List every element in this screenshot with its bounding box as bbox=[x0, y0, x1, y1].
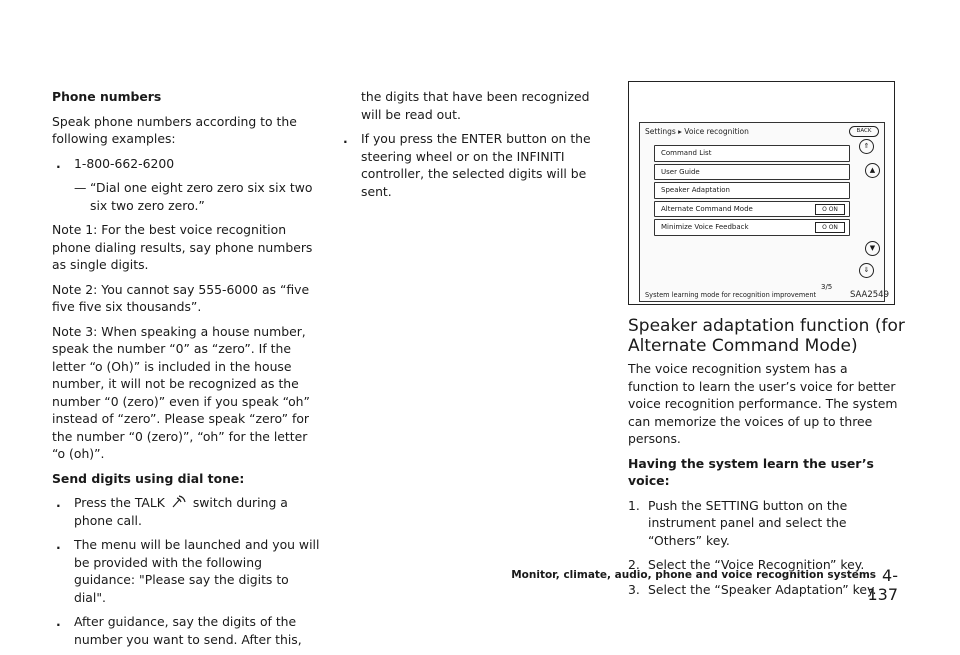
section-heading: Speaker adaptation function (for Alternate Command Mode) bbox=[628, 316, 905, 356]
list-item-text: 1-800-662-6200 bbox=[74, 155, 175, 171]
note-3: Note 3: When speaking a house number, speak the number “0” as “zero”. If the letter “o (Oh)” is included in the house number, it will not be recognized as the number “0 (zero)” even if you speak “oh” instead of “zero”. Please speak “zero” for the number “0 (zero)”, “oh” for the letter “o (oh)”. bbox=[52, 323, 310, 461]
list-item bbox=[52, 613, 322, 648]
list-item-text: The menu will be launched and you will be provided with the following guidance: "Please say the digits to dial". bbox=[74, 537, 320, 605]
menu-item-label: Speaker Adaptation bbox=[661, 186, 730, 194]
menu-item-label: Minimize Voice Feedback bbox=[661, 223, 749, 231]
step-number: 1. bbox=[628, 497, 640, 513]
menu-item-user-guide[interactable] bbox=[654, 164, 850, 181]
figure-caption: SAA2549 bbox=[849, 290, 889, 300]
scroll-top-icon[interactable]: ⇑ bbox=[859, 139, 874, 154]
page-number: 4-137 bbox=[867, 566, 898, 604]
menu-item-minimize-voice-feedback[interactable] bbox=[654, 219, 850, 236]
step-text: Push the SETTING button on the instrument panel and select the “Others” key. bbox=[648, 497, 848, 548]
bullet-icon: . bbox=[56, 495, 61, 510]
phone-numbers-heading: Phone numbers bbox=[52, 89, 162, 104]
menu-item-alternate-command-mode[interactable] bbox=[654, 201, 850, 218]
list-item bbox=[52, 494, 322, 529]
scroll-bottom-icon[interactable]: ⇓ bbox=[859, 263, 874, 278]
step-number: 3. bbox=[628, 581, 640, 597]
list-item-text: switch during a phone call. bbox=[74, 495, 288, 528]
menu-item-label: Command List bbox=[661, 149, 712, 157]
paragraph-continued: the digits that have been recognized will be read out. bbox=[361, 89, 590, 122]
scroll-down-icon[interactable]: ▼ bbox=[865, 241, 880, 256]
note-1: Note 1: For the best voice recognition phone dialing results, say phone numbers as single digits. bbox=[52, 222, 313, 272]
page-footer bbox=[508, 566, 898, 604]
middle-column bbox=[339, 88, 607, 207]
list-subitem bbox=[52, 179, 322, 214]
bullet-icon: . bbox=[56, 614, 61, 629]
screen-title: Settings ▸ Voice recognition bbox=[645, 127, 749, 136]
talk-switch-icon bbox=[171, 495, 187, 509]
list-item-text: If you press the ENTER button on the steering wheel or on the INFINITI controller, the selected digits will be sent. bbox=[361, 131, 591, 199]
list-item bbox=[52, 536, 322, 606]
paragraph: Speak phone numbers according to the following examples: bbox=[52, 113, 297, 146]
dash-icon: — bbox=[74, 180, 87, 195]
bullet-icon: . bbox=[56, 537, 61, 552]
note-2: Note 2: You cannot say 555-6000 as “five five five six thousands”. bbox=[52, 281, 310, 314]
left-column bbox=[52, 88, 322, 655]
menu-item-command-list[interactable] bbox=[654, 145, 850, 162]
list-item-text: After guidance, say the digits of the number you want to send. After this, bbox=[74, 614, 302, 647]
toggle-indicator[interactable]: O ON bbox=[815, 204, 845, 215]
status-text: System learning mode for recognition improvement bbox=[645, 291, 817, 299]
scroll-up-icon[interactable]: ▲ bbox=[865, 163, 880, 178]
list-subitem-text: “Dial one eight zero zero six six two six two zero zero.” bbox=[90, 180, 313, 213]
settings-menu bbox=[654, 145, 850, 238]
menu-item-label: Alternate Command Mode bbox=[661, 204, 753, 213]
section-name: Monitor, climate, audio, phone and voice recognition systems bbox=[511, 569, 877, 581]
toggle-indicator[interactable]: O ON bbox=[815, 222, 845, 233]
step-item bbox=[628, 497, 900, 550]
list-item bbox=[52, 155, 322, 173]
menu-item-speaker-adaptation[interactable] bbox=[654, 182, 850, 199]
subheading: Having the system learn the user’s voice: bbox=[628, 455, 874, 488]
voice-recognition-screen bbox=[639, 122, 885, 302]
step-text: Select the “Voice Recognition” key. bbox=[648, 557, 865, 572]
list-item-text: Press the TALK bbox=[74, 495, 165, 510]
bullet-icon: . bbox=[56, 155, 61, 171]
send-digits-heading: Send digits using dial tone: bbox=[52, 470, 245, 486]
step-number: 2. bbox=[628, 557, 640, 572]
list-item bbox=[339, 130, 607, 200]
menu-item-label: User Guide bbox=[661, 167, 700, 176]
back-button[interactable]: BACK bbox=[849, 126, 879, 137]
step-text: Select the “Speaker Adaptation” key. bbox=[648, 581, 877, 597]
page-indicator: 3/5 bbox=[821, 283, 833, 291]
screen-figure bbox=[628, 81, 895, 305]
bullet-icon: . bbox=[343, 131, 348, 146]
paragraph: The voice recognition system has a function to learn the user’s voice for better voice recognition performance. The system can memorize the voices of up to three persons. bbox=[628, 361, 898, 446]
